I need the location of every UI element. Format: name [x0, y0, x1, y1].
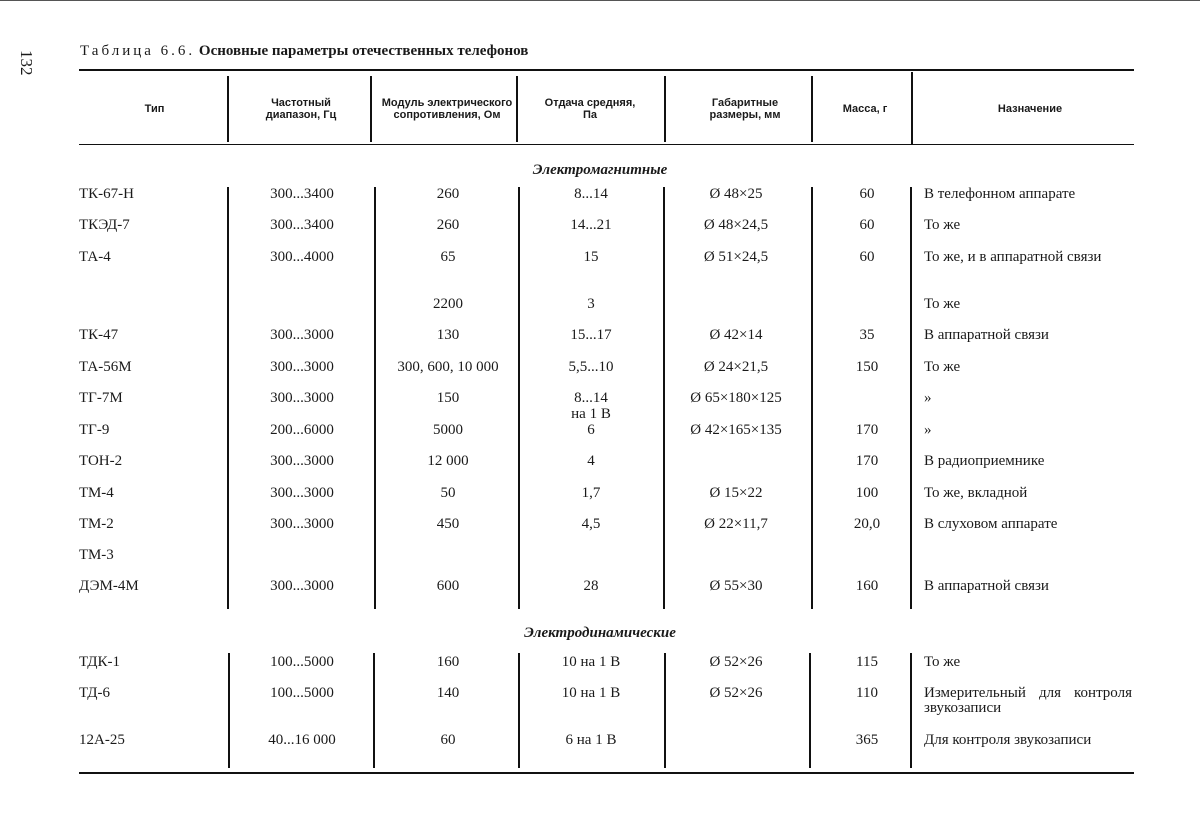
cell-purpose: То же, вкладной — [924, 485, 1028, 501]
cell-imp: 600 — [436, 578, 460, 594]
cell-mass: 60 — [859, 249, 875, 265]
cell-type: ТМ-4 — [79, 485, 114, 501]
cell-dims: Ø 52×26 — [709, 685, 763, 701]
cell-freq: 300...3000 — [270, 516, 334, 532]
top-rule — [79, 69, 1134, 71]
table-title-lead: Таблица 6.6. — [80, 43, 196, 59]
cell-dims: Ø 24×21,5 — [703, 359, 769, 375]
bottom-rule — [79, 772, 1134, 774]
cell-type: ДЭМ-4М — [79, 578, 139, 594]
cell-mass: 160 — [855, 578, 879, 594]
cell-sens: 15...17 — [570, 327, 612, 343]
col-header-purpose: Назначение — [997, 103, 1063, 115]
column-divider — [809, 653, 811, 768]
cell-imp: 150 — [436, 390, 460, 406]
cell-type: 12А-25 — [79, 732, 125, 748]
cell-mass: 365 — [855, 732, 879, 748]
cell-purpose: То же, и в аппаратной связи — [924, 249, 1102, 265]
cell-freq: 300...3000 — [270, 578, 334, 594]
cell-type: ТМ-3 — [79, 547, 114, 563]
cell-freq: 100...5000 — [270, 654, 334, 670]
cell-sens: 5,5...10 — [568, 359, 614, 375]
cell-imp: 140 — [436, 685, 460, 701]
cell-imp: 300, 600, 10 000 — [397, 359, 499, 375]
table-title-text: Основные параметры отечественных телефонов — [198, 43, 529, 59]
cell-mass: 110 — [856, 685, 878, 701]
cell-imp: 65 — [440, 249, 456, 265]
column-divider — [518, 653, 520, 768]
cell-sens: 4,5 — [581, 516, 601, 532]
cell-sens: 6 на 1 В — [565, 732, 617, 748]
cell-sens: 10 на 1 В — [561, 654, 621, 670]
cell-sens: 15 — [583, 249, 599, 265]
cell-dims: Ø 52×26 — [709, 654, 763, 670]
column-divider — [811, 187, 813, 609]
cell-type: ТА-56М — [79, 359, 132, 375]
cell-dims: Ø 48×24,5 — [703, 217, 769, 233]
column-divider — [811, 76, 813, 142]
cell-freq: 300...3000 — [270, 390, 334, 406]
cell-freq: 200...6000 — [270, 422, 334, 438]
cell-purpose: То же — [924, 359, 961, 375]
cell-freq: 300...3400 — [270, 186, 334, 202]
cell-type: ТМ-2 — [79, 516, 114, 532]
cell-purpose: То же — [924, 654, 961, 670]
cell-sens: 10 на 1 В — [561, 685, 621, 701]
column-divider — [516, 76, 518, 142]
cell-imp: 160 — [436, 654, 460, 670]
column-divider — [370, 76, 372, 142]
cell-dims: Ø 55×30 — [709, 578, 763, 594]
cell-mass: 100 — [855, 485, 879, 501]
cell-sens: 1,7 — [581, 485, 601, 501]
page-number: 132 — [17, 50, 36, 76]
section-electrodynamic — [0, 625, 1200, 642]
header-bottom-rule — [79, 144, 1134, 145]
cell-type: ТОН-2 — [79, 453, 123, 469]
cell-mass: 170 — [855, 453, 879, 469]
cell-type: ТГ-9 — [79, 422, 110, 438]
column-divider — [663, 187, 665, 609]
cell-freq: 300...3000 — [270, 453, 334, 469]
cell-sens: 4 — [587, 453, 595, 469]
column-divider — [373, 653, 375, 768]
cell-imp: 12 000 — [427, 453, 469, 469]
cell-imp: 50 — [440, 485, 456, 501]
cell-purpose: В телефонном аппарате — [924, 186, 1076, 202]
cell-type: ТК-67-Н — [79, 186, 134, 202]
cell-freq: 300...4000 — [270, 249, 334, 265]
cell-purpose: В аппаратной связи — [924, 327, 1049, 343]
column-divider — [664, 76, 666, 142]
column-divider — [228, 653, 230, 768]
column-divider — [911, 72, 913, 144]
cell-purpose: В радиоприемнике — [924, 453, 1045, 469]
cell-sens: 8...14 — [574, 186, 608, 202]
cell-dims: Ø 15×22 — [709, 485, 763, 501]
table-title — [80, 43, 528, 60]
cell-mass: 35 — [859, 327, 875, 343]
cell-dims: Ø 42×14 — [709, 327, 763, 343]
cell-type: ТКЭД-7 — [79, 217, 130, 233]
col-header-type: Тип — [144, 103, 165, 115]
cell-dims: Ø 48×25 — [709, 186, 763, 202]
cell-freq: 100...5000 — [270, 685, 334, 701]
cell-sens: 14...21 — [570, 217, 612, 233]
cell-purpose: » — [924, 390, 932, 406]
cell-freq: 300...3000 — [270, 485, 334, 501]
cell-freq: 40...16 000 — [268, 732, 336, 748]
cell-mass: 150 — [855, 359, 879, 375]
cell-sens: 6 — [587, 422, 595, 438]
cell-type: ТД-6 — [79, 685, 110, 701]
column-divider — [664, 653, 666, 768]
cell-type: ТК-47 — [79, 327, 119, 343]
cell-type: ТГ-7М — [79, 390, 123, 406]
cell-imp: 260 — [436, 186, 460, 202]
cell-mass: 170 — [855, 422, 879, 438]
column-divider — [910, 187, 912, 609]
section-electromagnetic — [0, 162, 1200, 179]
col-header-frequency: Частотный диапазон, Гц — [265, 97, 337, 121]
cell-imp: 450 — [436, 516, 460, 532]
cell-imp: 5000 — [433, 422, 463, 438]
column-divider — [518, 187, 520, 609]
section-electrodynamic-label: Электродинамические — [524, 625, 676, 641]
cell-mass: 20,0 — [853, 516, 881, 532]
cell-freq: 300...3000 — [270, 359, 334, 375]
cell-imp: 130 — [436, 327, 460, 343]
cell-dims: Ø 51×24,5 — [703, 249, 769, 265]
cell-sens: 8...14 — [574, 390, 608, 406]
cell-type: ТДК-1 — [79, 654, 120, 670]
cell-mass: 60 — [859, 217, 875, 233]
cell-purpose: Для контроля звукозаписи — [924, 732, 1092, 748]
cell-sens: 3 — [587, 296, 595, 312]
column-divider — [227, 76, 229, 142]
column-divider — [910, 653, 912, 768]
cell-purpose: В аппаратной связи — [924, 578, 1049, 594]
cell-purpose: То же — [924, 296, 961, 312]
cell-imp: 60 — [440, 732, 456, 748]
cell-freq: 300...3000 — [270, 327, 334, 343]
cell-freq: 300...3400 — [270, 217, 334, 233]
cell-purpose: Измерительный для контроля звукозаписи — [924, 685, 1132, 716]
col-header-impedance: Модуль электрического сопротивления, Ом — [381, 97, 513, 121]
cell-purpose: » — [924, 422, 932, 438]
cell-dims: Ø 65×180×125 — [690, 390, 782, 406]
section-electromagnetic-label: Электромагнитные — [532, 162, 668, 178]
cell-purpose: В слуховом аппарате — [924, 516, 1058, 532]
cell-mass: 115 — [856, 654, 878, 670]
cell-sens-note: на 1 В — [571, 406, 611, 422]
column-divider — [374, 187, 376, 609]
cell-sens: 28 — [583, 578, 599, 594]
cell-mass: 60 — [859, 186, 875, 202]
cell-type: ТА-4 — [79, 249, 111, 265]
col-header-sensitivity: Отдача средняя, Па — [544, 97, 636, 121]
scan-border — [0, 0, 1200, 1]
cell-purpose: То же — [924, 217, 961, 233]
col-header-mass: Масса, г — [842, 103, 888, 115]
cell-dims: Ø 22×11,7 — [704, 516, 768, 532]
cell-imp: 260 — [436, 217, 460, 233]
col-header-dimensions: Габаритные размеры, мм — [709, 97, 781, 121]
cell-dims: Ø 42×165×135 — [690, 422, 782, 438]
column-divider — [227, 187, 229, 609]
cell-imp: 2200 — [433, 296, 463, 312]
